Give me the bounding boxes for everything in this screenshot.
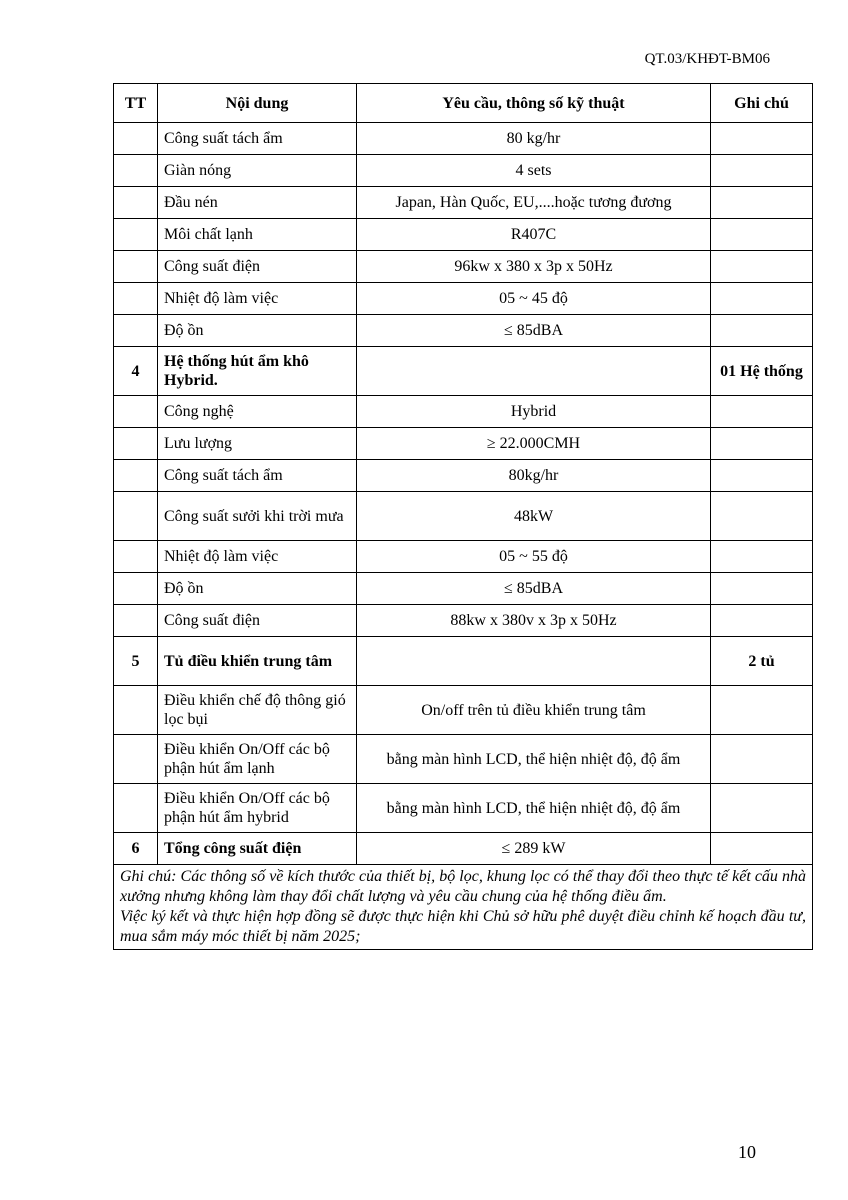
- cell-requirement: Japan, Hàn Quốc, EU,....hoặc tương đương: [357, 187, 711, 219]
- cell-requirement: On/off trên tủ điều khiển trung tâm: [357, 686, 711, 735]
- cell-note: [711, 460, 813, 492]
- cell-requirement: bằng màn hình LCD, thể hiện nhiệt độ, độ ẩm: [357, 735, 711, 784]
- cell-requirement: [357, 347, 711, 396]
- cell-note: [711, 573, 813, 605]
- cell-requirement: ≥ 22.000CMH: [357, 428, 711, 460]
- cell-note: 2 tủ: [711, 637, 813, 686]
- table-row: [114, 573, 813, 605]
- cell-tt: [114, 605, 158, 637]
- cell-content: Điều khiển On/Off các bộ phận hút ẩm lạnh: [158, 735, 357, 784]
- cell-tt: [114, 686, 158, 735]
- note-paragraph: Ghi chú: Các thông số về kích thước của thiết bị, bộ lọc, khung lọc có thể thay đổi theo thực tế kết cấu nhà xưởng nhưng không làm thay đổi chất lượng và yêu cầu chung của hệ thống điều ẩm.: [120, 868, 806, 905]
- cell-requirement: 05 ~ 45 độ: [357, 283, 711, 315]
- cell-content: Độ ồn: [158, 573, 357, 605]
- cell-requirement: 80kg/hr: [357, 460, 711, 492]
- cell-content: Nhiệt độ làm việc: [158, 283, 357, 315]
- cell-note: [711, 833, 813, 865]
- cell-requirement: ≤ 85dBA: [357, 315, 711, 347]
- cell-tt: [114, 315, 158, 347]
- cell-content: Công suất điện: [158, 605, 357, 637]
- cell-content: Công suất tách ẩm: [158, 460, 357, 492]
- cell-note: [711, 123, 813, 155]
- cell-note: [711, 605, 813, 637]
- cell-tt: 6: [114, 833, 158, 865]
- notes-cell: [114, 865, 813, 950]
- table-row: [114, 784, 813, 833]
- table-row: [114, 735, 813, 784]
- cell-requirement: 4 sets: [357, 155, 711, 187]
- cell-note: [711, 283, 813, 315]
- cell-requirement: Hybrid: [357, 396, 711, 428]
- cell-note: [711, 396, 813, 428]
- cell-content: Công nghệ: [158, 396, 357, 428]
- cell-content: Công suất tách ẩm: [158, 123, 357, 155]
- cell-content: Đầu nén: [158, 187, 357, 219]
- cell-tt: [114, 541, 158, 573]
- table-row: [114, 219, 813, 251]
- cell-tt: [114, 251, 158, 283]
- cell-tt: [114, 155, 158, 187]
- notes-row: [114, 865, 813, 950]
- table-row: [114, 283, 813, 315]
- cell-content: Lưu lượng: [158, 428, 357, 460]
- table-row: [114, 460, 813, 492]
- column-header-notes: Ghi chú: [711, 84, 813, 123]
- cell-requirement: ≤ 85dBA: [357, 573, 711, 605]
- cell-tt: [114, 219, 158, 251]
- cell-tt: 5: [114, 637, 158, 686]
- cell-tt: [114, 460, 158, 492]
- cell-content: Môi chất lạnh: [158, 219, 357, 251]
- cell-tt: [114, 573, 158, 605]
- cell-note: [711, 155, 813, 187]
- cell-tt: 4: [114, 347, 158, 396]
- cell-requirement: 80 kg/hr: [357, 123, 711, 155]
- cell-requirement: 96kw x 380 x 3p x 50Hz: [357, 251, 711, 283]
- cell-tt: [114, 396, 158, 428]
- cell-content: Điều khiển On/Off các bộ phận hút ẩm hybrid: [158, 784, 357, 833]
- cell-note: [711, 187, 813, 219]
- cell-note: [711, 428, 813, 460]
- cell-content: Tủ điều khiển trung tâm: [158, 637, 357, 686]
- table-row: [114, 155, 813, 187]
- specification-table: [113, 83, 813, 950]
- total-row: [114, 833, 813, 865]
- cell-requirement: ≤ 289 kW: [357, 833, 711, 865]
- cell-note: [711, 315, 813, 347]
- cell-note: [711, 735, 813, 784]
- cell-requirement: [357, 637, 711, 686]
- table-row: [114, 428, 813, 460]
- table-row: [114, 187, 813, 219]
- cell-note: [711, 541, 813, 573]
- cell-tt: [114, 123, 158, 155]
- cell-tt: [114, 492, 158, 541]
- section-row-4: [114, 347, 813, 396]
- cell-requirement: bằng màn hình LCD, thể hiện nhiệt độ, độ ẩm: [357, 784, 711, 833]
- table-header-row: [114, 84, 813, 123]
- cell-content: Nhiệt độ làm việc: [158, 541, 357, 573]
- column-header-requirements: Yêu cầu, thông số kỹ thuật: [357, 84, 711, 123]
- cell-tt: [114, 283, 158, 315]
- table-row: [114, 396, 813, 428]
- cell-requirement: R407C: [357, 219, 711, 251]
- cell-note: [711, 686, 813, 735]
- table-row: [114, 492, 813, 541]
- column-header-tt: TT: [114, 84, 158, 123]
- cell-content: Độ ồn: [158, 315, 357, 347]
- cell-tt: [114, 735, 158, 784]
- table-row: [114, 541, 813, 573]
- cell-requirement: 05 ~ 55 độ: [357, 541, 711, 573]
- section-row-5: [114, 637, 813, 686]
- cell-note: [711, 492, 813, 541]
- cell-requirement: 48kW: [357, 492, 711, 541]
- cell-note: 01 Hệ thống: [711, 347, 813, 396]
- page-number: 10: [738, 1142, 756, 1162]
- table-row: [114, 605, 813, 637]
- cell-note: [711, 251, 813, 283]
- note-paragraph: Việc ký kết và thực hiện hợp đồng sẽ được thực hiện khi Chủ sở hữu phê duyệt điều chỉnh kế hoạch đầu tư, mua sắm máy móc thiết bị năm 2025;: [120, 908, 806, 945]
- table-row: [114, 315, 813, 347]
- table-row: [114, 686, 813, 735]
- table-row: [114, 123, 813, 155]
- column-header-content: Nội dung: [158, 84, 357, 123]
- cell-note: [711, 784, 813, 833]
- cell-note: [711, 219, 813, 251]
- cell-content: Công suất sưởi khi trời mưa: [158, 492, 357, 541]
- cell-tt: [114, 428, 158, 460]
- cell-tt: [114, 784, 158, 833]
- cell-content: Giàn nóng: [158, 155, 357, 187]
- cell-requirement: 88kw x 380v x 3p x 50Hz: [357, 605, 711, 637]
- table-row: [114, 251, 813, 283]
- cell-content: Hệ thống hút ẩm khô Hybrid.: [158, 347, 357, 396]
- document-code: QT.03/KHĐT-BM06: [644, 51, 770, 67]
- cell-tt: [114, 187, 158, 219]
- cell-content: Tổng công suất điện: [158, 833, 357, 865]
- cell-content: Công suất điện: [158, 251, 357, 283]
- cell-content: Điều khiển chế độ thông gió lọc bụi: [158, 686, 357, 735]
